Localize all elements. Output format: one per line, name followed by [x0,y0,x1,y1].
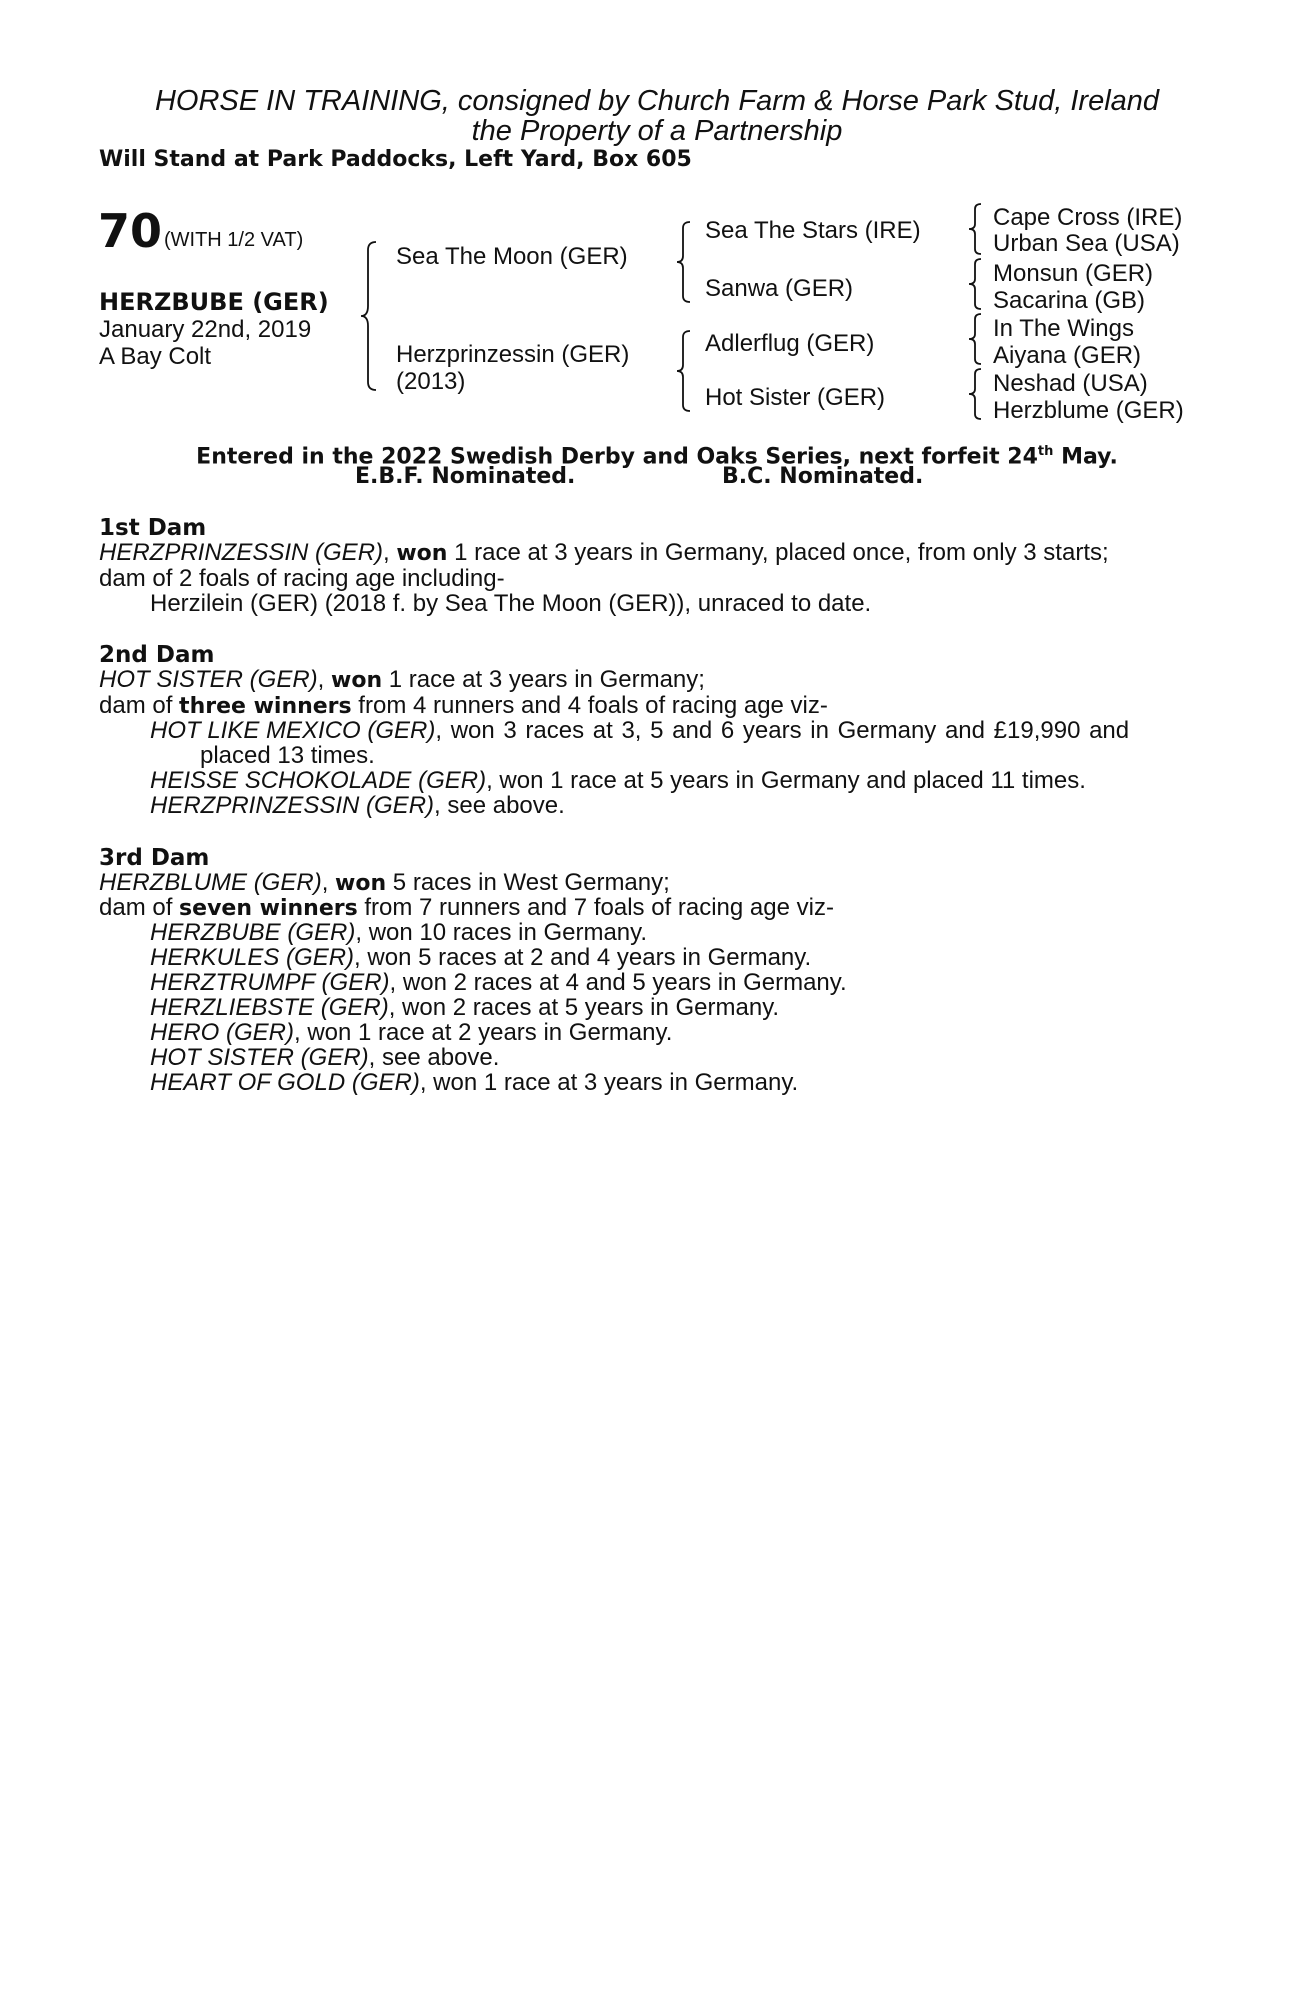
list-item [150,920,647,946]
second-dam-won: won [331,668,383,693]
offspring-record: , won 5 races at 2 and 4 years in Germany. [354,944,812,971]
offspring-record: , won 2 races at 4 and 5 years in Germany. [389,969,847,996]
offspring-name: HERZLIEBSTE (GER) [150,994,389,1021]
list-item [150,995,779,1021]
offspring-name: HERZTRUMPF (GER) [150,969,390,996]
list-item [150,1020,672,1046]
list-item [150,768,1086,794]
pedigree-g3-6: Aiyana (GER) [993,342,1142,369]
horse-description: A Bay Colt [99,343,212,370]
foaling-date: January 22nd, 2019 [99,316,312,343]
pedigree-brace-sire [676,220,702,304]
third-dam-name: HERZBLUME (GER) [99,869,322,896]
list-item [150,718,1129,744]
pedigree-g3-7: Neshad (USA) [993,370,1148,397]
entries-text: Entered in the 2022 Swedish Derby and Oaks Series, next forfeit 24 [196,444,1038,470]
first-dam-won: won [396,541,448,566]
offspring-record: , see above. [434,792,565,819]
lot-number: 70 [98,204,163,258]
second-dam-record: HOT SISTER (GER), won 1 race at 3 years in Germany; [99,666,705,693]
pedigree-g3-8: Herzblume (GER) [993,397,1184,424]
pedigree-brace-dam [676,329,702,413]
offspring-name: HERZBUBE (GER) [150,919,356,946]
pedigree-g3-4: Sacarina (GB) [993,287,1146,314]
list-item [150,970,847,996]
offspring-name: HOT SISTER (GER) [150,1044,369,1071]
vat-note: (WITH 1/2 VAT) [164,229,304,251]
first-dam-produce: dam of 2 foals of racing age including- [99,565,505,592]
entries-superscript: th [1037,444,1054,459]
third-dam-record-text: 5 races in West Germany; [386,869,670,896]
pedigree-sire: Sea The Moon (GER) [396,243,628,270]
third-dam-winners: seven winners [179,896,358,921]
second-dam-record-text: 1 race at 3 years in Germany; [382,666,705,693]
offspring-record: , won 10 races in Germany. [355,919,648,946]
first-dam-record: HERZPRINZESSIN (GER), won 1 race at 3 years in Germany, placed once, from only 3 starts; [99,539,1109,566]
list-item-continuation: placed 13 times. [200,742,375,769]
pedigree-brace-g3-3 [968,312,990,366]
list-item [150,945,811,971]
pedigree-brace-g3-4 [968,367,990,421]
first-dam-record-text: 1 race at 3 years in Germany, placed once, from only 3 starts; [447,539,1109,566]
header-subtitle: the Property of a Partnership [471,115,843,147]
pedigree-g3-3: Monsun (GER) [993,260,1154,287]
offspring-record: , see above. [368,1044,500,1071]
first-dam-heading: 1st Dam [99,515,207,541]
second-dam-winners: three winners [179,694,352,719]
second-dam-heading: 2nd Dam [99,642,215,668]
offspring-record: , won 3 races at 3, 5 and 6 years in Germany and £19,990 and [435,717,1130,744]
third-dam-produce-a: dam of [99,894,180,921]
pedigree-dam-sire: Adlerflug (GER) [705,330,875,357]
pedigree-g3-2: Urban Sea (USA) [993,230,1180,257]
third-dam-record: HERZBLUME (GER), won 5 races in West Germany; [99,869,670,896]
horse-name: HERZBUBE (GER) [99,288,329,316]
offspring-name: HERO (GER) [150,1019,294,1046]
list-item [150,1070,798,1096]
offspring-name: HERZPRINZESSIN (GER) [150,792,435,819]
third-dam-won: won [335,871,387,896]
pedigree-dam-dam: Hot Sister (GER) [705,384,886,411]
list-item [150,793,565,819]
pedigree-brace-g3-1 [968,202,990,256]
header-title: HORSE IN TRAINING, consigned by Church Farm & Horse Park Stud, Ireland [154,85,1160,117]
list-item [150,1045,499,1071]
bc-nomination: B.C. Nominated. [722,464,924,489]
offspring-name: HOT LIKE MEXICO (GER) [150,717,436,744]
second-dam-name: HOT SISTER (GER) [99,666,318,693]
offspring-record: , won 1 race at 5 years in Germany and placed 11 times. [486,767,1086,794]
ebf-nomination: E.B.F. Nominated. [355,464,576,489]
offspring-name: HEISSE SCHOKOLADE (GER) [150,767,487,794]
second-dam-produce [99,693,828,720]
entries-text-end: May. [1053,444,1118,470]
entries-line [0,439,1314,469]
pedigree-sire-sire: Sea The Stars (IRE) [705,217,921,244]
offspring-name: HERKULES (GER) [150,944,355,971]
pedigree-sire-dam: Sanwa (GER) [705,275,854,302]
third-dam-produce [99,895,834,922]
offspring-record: , won 1 race at 2 years in Germany. [294,1019,673,1046]
pedigree-dam: Herzprinzessin (GER) [396,341,630,368]
pedigree-brace-main [360,240,390,392]
second-dam-produce-c: from 4 runners and 4 foals of racing age viz- [351,692,828,719]
stand-location: Will Stand at Park Paddocks, Left Yard, Box 605 [99,147,692,172]
offspring-record: , won 2 races at 5 years in Germany. [388,994,780,1021]
offspring-name: HEART OF GOLD (GER) [150,1069,420,1096]
second-dam-produce-a: dam of [99,692,180,719]
first-dam-foal: Herzilein (GER) (2018 f. by Sea The Moon (GER)), unraced to date. [150,590,872,617]
pedigree-g3-5: In The Wings [993,315,1134,342]
first-dam-name: HERZPRINZESSIN (GER) [99,539,384,566]
third-dam-produce-c: from 7 runners and 7 foals of racing age viz- [357,894,834,921]
third-dam-heading: 3rd Dam [99,845,210,871]
pedigree-g3-1: Cape Cross (IRE) [993,204,1183,231]
pedigree-brace-g3-2 [968,257,990,311]
pedigree-dam-year: (2013) [396,368,466,395]
offspring-record: , won 1 race at 3 years in Germany. [419,1069,799,1096]
